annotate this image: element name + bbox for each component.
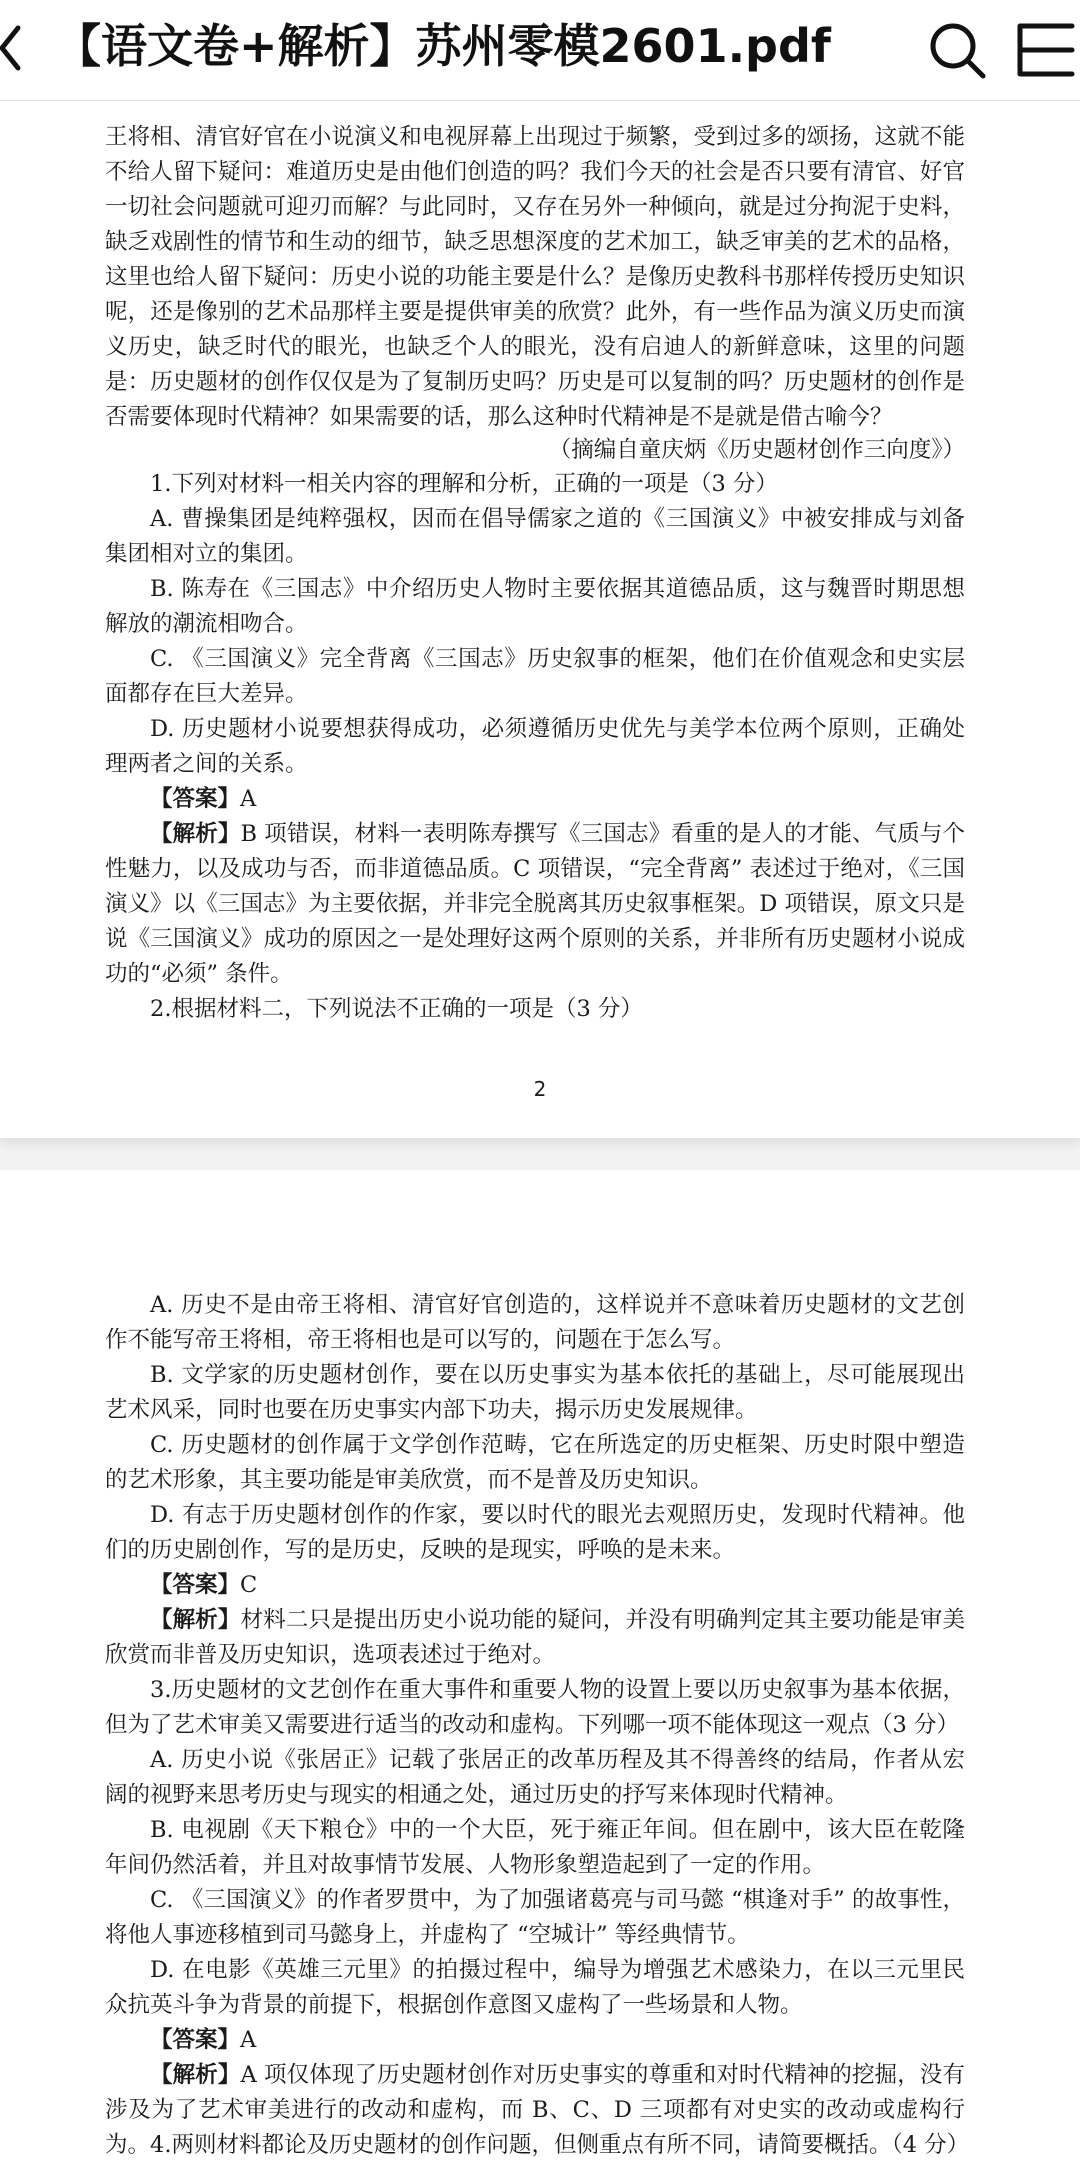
q2-option-b: B. 文学家的历史题材创作，要在以历史事实为基本依托的基础上，尽可能展现出艺术风采，同时也要在历史事实内部下功夫，揭示历史发展规律。 [105, 1362, 965, 1423]
q3-option-c: C. 《三国演义》的作者罗贯中，为了加强诸葛亮与司马懿 “棋逢对手” 的故事性，将他人事迹移植到司马懿身上，并虚构了 “空城计” 等经典情节。 [105, 1887, 965, 1948]
question-3: 3.历史题材的文艺创作在重大事件和重要人物的设置上要以历史叙事为基本依据，但为了艺术审美又需要进行适当的改动和虚构。下列哪一项不能体现这一观点（3 分） [105, 1677, 965, 1738]
menu-icon [1012, 18, 1080, 82]
explanation-2: 【解析】材料二只是提出历史小说功能的疑问，并没有明确判定其主要功能是审美欣赏而非普及历史知识，选项表述过于绝对。 [105, 1607, 965, 1668]
search-button[interactable] [925, 18, 989, 82]
question-4: 4.两则材料都论及历史题材的创作问题，但侧重点有所不同，请简要概括。（4 分） [150, 2132, 970, 2158]
page-number: 2 [533, 1077, 547, 1101]
q2-option-c: C. 历史题材的创作属于文学创作范畴，它在所选定的历史框架、历史时限中塑造的艺术形象，其主要功能是审美欣赏，而不是普及历史知识。 [105, 1432, 965, 1493]
explanation-1: 【解析】B 项错误，材料一表明陈寿撰写《三国志》看重的是人的才能、气质与个性魅力，以及成功与否，而非道德品质。C 项错误，“完全背离” 表述过于绝对，《三国演义》以《三国志》为主要依据，并非完全脱离其历史叙事框架。D 项错误，原文只是说《三国演义》成功的原因之一是处理好这两个原则的关系，并非所有历史题材小说成功的“必须” 条件。 [105, 821, 965, 987]
pdf-page-3 [0, 1170, 1080, 2175]
answer-3: 【答案】A [150, 2027, 257, 2053]
q1-option-c: C. 《三国演义》完全背离《三国志》历史叙事的框架，他们在价值观念和史实层面都存在巨大差异。 [105, 646, 965, 707]
q2-option-a: A. 历史不是由帝王将相、清官好官创造的，这样说并不意味着历史题材的文艺创作不能写帝王将相，帝王将相也是可以写的，问题在于怎么写。 [105, 1292, 965, 1353]
question-1: 1.下列对材料一相关内容的理解和分析，正确的一项是（3 分） [150, 471, 778, 497]
q3-option-a: A. 历史小说《张居正》记载了张居正的改革历程及其不得善终的结局，作者从宏阔的视野来思考历史与现实的相通之处，通过历史的抒写来体现时代精神。 [105, 1747, 965, 1808]
q1-option-a: A. 曹操集团是纯粹强权，因而在倡导儒家之道的《三国演义》中被安排成与刘备集团相对立的集团。 [105, 506, 965, 567]
q2-option-d: D. 有志于历史题材创作的作家，要以时代的眼光去观照历史，发现时代精神。他们的历史剧创作，写的是历史，反映的是现实，呼唤的是未来。 [105, 1502, 965, 1563]
question-2: 2.根据材料二，下列说法不正确的一项是（3 分） [150, 996, 643, 1022]
q1-option-d: D. 历史题材小说要想获得成功，必须遵循历史优先与美学本位两个原则，正确处理两者之间的关系。 [105, 716, 965, 777]
explanation-3: 【解析】A 项仅体现了历史题材创作对历史事实的尊重和对时代精神的挖掘，没有涉及为了艺术审美进行的改动和虚构，而 B、C、D 三项都有对史实的改动或虚构行为。 [105, 2062, 965, 2158]
q1-option-b: B. 陈寿在《三国志》中介绍历史人物时主要依据其道德品质，这与魏晋时期思想解放的潮流相吻合。 [105, 576, 965, 637]
menu-button[interactable] [1012, 18, 1080, 82]
q3-option-b: B. 电视剧《天下粮仓》中的一个大臣，死于雍正年间。但在剧中，该大臣在乾隆年间仍然活着，并且对故事情节发展、人物形象塑造起到了一定的作用。 [105, 1817, 965, 1878]
source-citation: （摘编自童庆炳《历史题材创作三向度》） [548, 437, 965, 463]
search-icon [925, 18, 989, 82]
answer-2: 【答案】C [150, 1572, 258, 1598]
back-button[interactable] [0, 18, 40, 78]
q3-option-d: D. 在电影《英雄三元里》的拍摄过程中，编导为增强艺术感染力，在以三元里民众抗英斗争为背景的前提下，根据创作意图又虚构了一些场景和人物。 [105, 1957, 965, 2018]
chevron-left-icon [0, 18, 40, 78]
material-two-text: 王将相、清官好官在小说演义和电视屏幕上出现过于频繁，受到过多的颂扬，这就不能不给人留下疑问：难道历史是由他们创造的吗？我们今天的社会是否只要有清官、好官一切社会问题就可迎刃而解？与此同时，又存在另外一种倾向，就是过分拘泥于史料，缺乏戏剧性的情节和生动的细节，缺乏思想深度的艺术加工，缺乏审美的艺术的品格，这里也给人留下疑问：历史小说的功能主要是什么？是像历史教科书那样传授历史知识呢，还是像别的艺术品那样主要是提供审美的欣赏？此外，有一些作品为演义历史而演义历史，缺乏时代的眼光，也缺乏个人的眼光，没有启迪人的新鲜意味，这里的问题是：历史题材的创作仅仅是为了复制历史吗？历史是可以复制的吗？历史题材的创作是否需要体现时代精神？如果需要的话，那么这种时代精神是不是就是借古喻今？ [105, 124, 965, 430]
top-bar [0, 0, 1080, 101]
document-title: 【语文卷+解析】苏州零模2601.pdf [55, 19, 831, 73]
answer-1: 【答案】A [150, 786, 257, 812]
